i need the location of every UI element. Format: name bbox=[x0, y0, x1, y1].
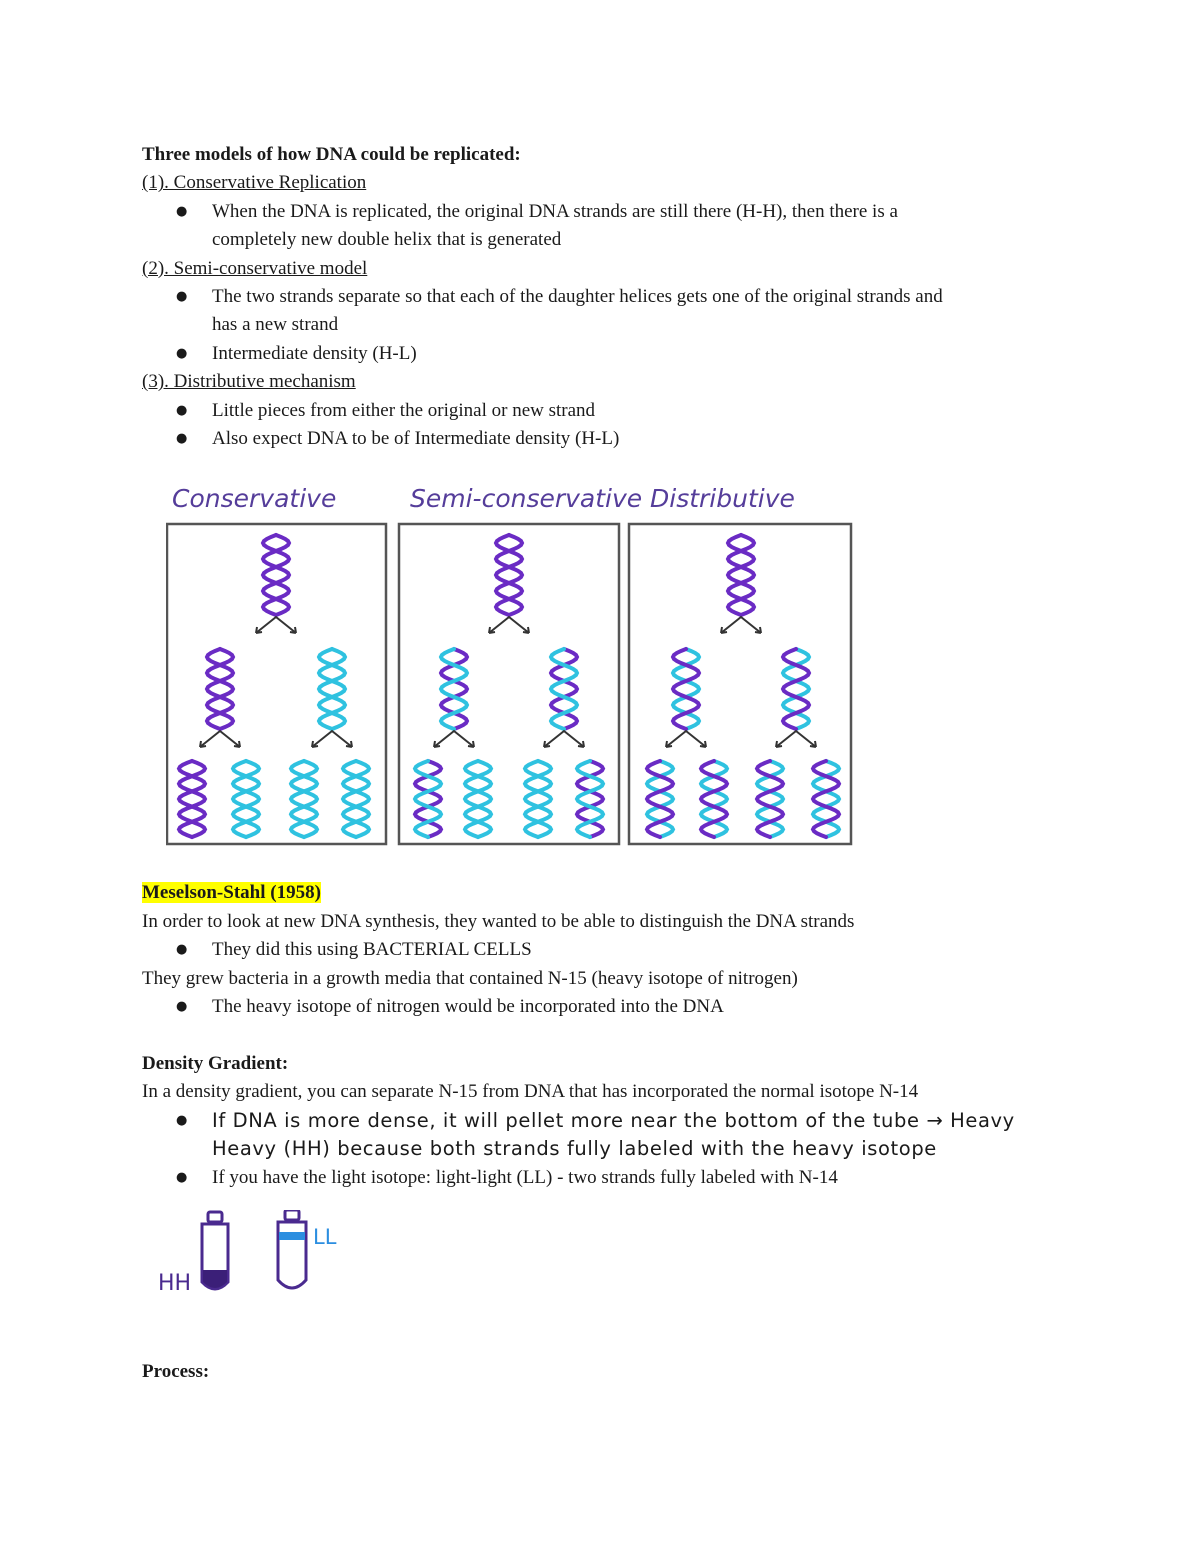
label-ll: LL bbox=[313, 1224, 337, 1249]
model-2-title: (2). Semi-conservative model bbox=[142, 257, 368, 279]
arrow-icon bbox=[434, 731, 474, 747]
ll-band bbox=[279, 1232, 305, 1240]
arrow-icon bbox=[256, 617, 296, 633]
bullet-list bbox=[142, 993, 1062, 1021]
panel-box-semi-conservative bbox=[399, 524, 619, 844]
model-1-title: (1). Conservative Replication bbox=[142, 172, 367, 194]
list-item: ● Intermediate density (H-L) bbox=[142, 340, 1062, 368]
arrow-icon bbox=[489, 617, 529, 633]
list-item: ● They did this using BACTERIAL CELLS bbox=[142, 936, 1062, 964]
list-item: ● When the DNA is replicated, the original DNA strands are still there (H-H), then there is a completely new double helix that is generated bbox=[142, 198, 1062, 255]
document-page bbox=[142, 141, 1062, 1386]
model-3-bullets bbox=[142, 397, 1062, 454]
list-item: ● The heavy isotope of nitrogen would be incorporated into the DNA bbox=[142, 993, 1062, 1021]
list-item: ● Little pieces from either the original or new strand bbox=[142, 397, 1062, 425]
section-heading-process: Process: bbox=[142, 1360, 210, 1382]
list-item: ● If you have the light isotope: light-light (LL) - two strands fully labeled with N-14 bbox=[142, 1164, 1062, 1192]
figure-label-conservative: Conservative bbox=[172, 484, 337, 514]
arrow-icon bbox=[721, 617, 761, 633]
paragraph: They grew bacteria in a growth media that contained N-15 (heavy isotope of nitrogen) bbox=[142, 967, 798, 989]
figure-label-semi-conservative: Semi-conservative bbox=[410, 484, 643, 514]
list-item: ● Also expect DNA to be of Intermediate density (H-L) bbox=[142, 425, 1062, 453]
arrow-icon bbox=[544, 731, 584, 747]
arrow-icon bbox=[776, 731, 816, 747]
replication-models-figure bbox=[166, 467, 886, 857]
section-heading-density-gradient: Density Gradient: bbox=[142, 1052, 289, 1074]
figure-label-distributive: Distributive bbox=[650, 484, 795, 514]
list-item: ● The two strands separate so that each of the daughter helices gets one of the original strands and has a new strand bbox=[142, 283, 1062, 340]
density-tubes-figure bbox=[150, 1210, 370, 1300]
section-heading-meselson-stahl: Meselson-Stahl (1958) bbox=[142, 882, 321, 904]
section-heading-models: Three models of how DNA could be replicated: bbox=[142, 144, 521, 165]
arrow-icon bbox=[666, 731, 706, 747]
arrow-icon bbox=[312, 731, 352, 747]
model-1-bullets bbox=[142, 198, 1062, 255]
label-hh: HH bbox=[158, 1270, 192, 1296]
model-2-bullets bbox=[142, 283, 1062, 368]
paragraph: In a density gradient, you can separate N-15 from DNA that has incorporated the normal isotope N-14 bbox=[142, 1081, 919, 1103]
list-item: ● If DNA is more dense, it will pellet more near the bottom of the tube → Heavy Heavy (HH) because both strands fully labeled with the heavy isotope bbox=[142, 1107, 1062, 1164]
model-3-title: (3). Distributive mechanism bbox=[142, 371, 356, 393]
bullet-list bbox=[142, 936, 1062, 964]
paragraph: In order to look at new DNA synthesis, they wanted to be able to distinguish the DNA strands bbox=[142, 910, 855, 932]
arrow-icon bbox=[200, 731, 240, 747]
tube-ll-icon bbox=[278, 1210, 306, 1288]
bullet-list bbox=[142, 1107, 1062, 1192]
